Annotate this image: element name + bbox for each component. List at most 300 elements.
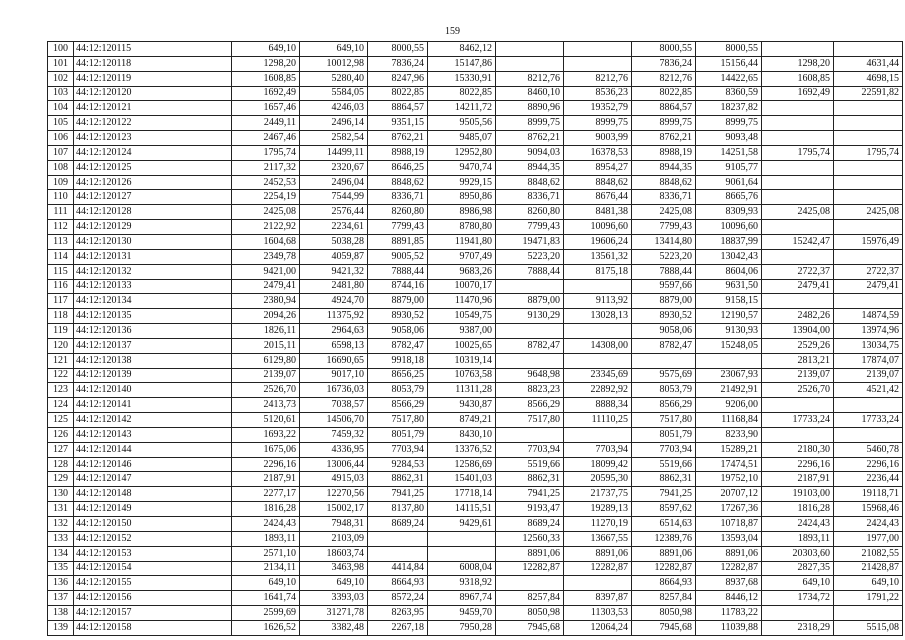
value-1-cell: 2296,16 <box>232 457 300 472</box>
value-4-cell: 7950,28 <box>428 620 496 635</box>
cadastral-number-cell: 44:12:120133 <box>74 279 232 294</box>
table-row <box>48 591 903 606</box>
value-4-cell: 9470,74 <box>428 160 496 175</box>
value-7-cell: 7941,25 <box>632 487 696 502</box>
row-index-cell: 114 <box>48 249 74 264</box>
value-10-cell <box>834 101 903 116</box>
value-3-cell: 8247,96 <box>368 71 428 86</box>
cadastral-number-cell: 44:12:120142 <box>74 413 232 428</box>
value-2-cell: 16690,65 <box>300 353 368 368</box>
value-7-cell: 8664,93 <box>632 576 696 591</box>
row-index-cell: 103 <box>48 86 74 101</box>
value-6-cell <box>564 576 632 591</box>
value-2-cell: 649,10 <box>300 42 368 57</box>
table-row <box>48 427 903 442</box>
value-7-cell: 13414,80 <box>632 234 696 249</box>
value-6-cell: 22892,92 <box>564 383 632 398</box>
value-3-cell: 8879,00 <box>368 294 428 309</box>
value-8-cell: 14251,58 <box>696 145 762 160</box>
cadastral-number-cell: 44:12:120122 <box>74 116 232 131</box>
value-10-cell: 5515,08 <box>834 620 903 635</box>
value-6-cell: 19606,24 <box>564 234 632 249</box>
value-4-cell: 8462,12 <box>428 42 496 57</box>
value-1-cell: 1795,74 <box>232 145 300 160</box>
cadastral-number-cell: 44:12:120127 <box>74 190 232 205</box>
cadastral-number-cell: 44:12:120126 <box>74 175 232 190</box>
value-10-cell: 22591,82 <box>834 86 903 101</box>
value-5-cell: 7888,44 <box>496 264 564 279</box>
value-9-cell: 1734,72 <box>762 591 834 606</box>
value-4-cell: 9683,26 <box>428 264 496 279</box>
value-10-cell: 4521,42 <box>834 383 903 398</box>
table-row <box>48 546 903 561</box>
table-row <box>48 42 903 57</box>
row-index-cell: 107 <box>48 145 74 160</box>
value-9-cell <box>762 220 834 235</box>
value-3-cell: 8864,57 <box>368 101 428 116</box>
value-3-cell: 8656,25 <box>368 368 428 383</box>
value-6-cell <box>564 353 632 368</box>
value-3-cell: 8782,47 <box>368 338 428 353</box>
value-9-cell <box>762 101 834 116</box>
value-1-cell: 1692,49 <box>232 86 300 101</box>
row-index-cell: 109 <box>48 175 74 190</box>
value-8-cell: 8999,75 <box>696 116 762 131</box>
value-3-cell: 8053,79 <box>368 383 428 398</box>
cadastral-number-cell: 44:12:120121 <box>74 101 232 116</box>
cadastral-number-cell: 44:12:120156 <box>74 591 232 606</box>
value-4-cell: 10763,58 <box>428 368 496 383</box>
value-10-cell: 5460,78 <box>834 442 903 457</box>
value-10-cell <box>834 220 903 235</box>
value-1-cell: 5120,61 <box>232 413 300 428</box>
value-5-cell <box>496 56 564 71</box>
value-1-cell: 2571,10 <box>232 546 300 561</box>
value-3-cell: 8988,19 <box>368 145 428 160</box>
value-9-cell: 2180,30 <box>762 442 834 457</box>
value-4-cell: 10025,65 <box>428 338 496 353</box>
value-3-cell: 8137,80 <box>368 502 428 517</box>
cadastral-number-cell: 44:12:120148 <box>74 487 232 502</box>
value-4-cell: 14115,51 <box>428 502 496 517</box>
table-row <box>48 309 903 324</box>
value-2-cell: 14506,70 <box>300 413 368 428</box>
value-2-cell: 2582,54 <box>300 131 368 146</box>
value-2-cell: 11375,92 <box>300 309 368 324</box>
value-10-cell <box>834 131 903 146</box>
value-3-cell: 8566,29 <box>368 398 428 413</box>
value-3-cell: 8263,95 <box>368 606 428 621</box>
value-1-cell: 2467,46 <box>232 131 300 146</box>
value-8-cell: 11168,84 <box>696 413 762 428</box>
value-3-cell: 7941,25 <box>368 487 428 502</box>
value-10-cell: 2479,41 <box>834 279 903 294</box>
value-6-cell: 8536,23 <box>564 86 632 101</box>
cadastral-number-cell: 44:12:120146 <box>74 457 232 472</box>
value-3-cell: 4414,84 <box>368 561 428 576</box>
value-5-cell: 9648,98 <box>496 368 564 383</box>
value-1-cell: 2277,17 <box>232 487 300 502</box>
value-5-cell: 12560,33 <box>496 531 564 546</box>
value-8-cell: 13593,04 <box>696 531 762 546</box>
cadastral-number-cell: 44:12:120125 <box>74 160 232 175</box>
value-7-cell: 8988,19 <box>632 145 696 160</box>
value-9-cell: 1816,28 <box>762 502 834 517</box>
value-3-cell: 8848,62 <box>368 175 428 190</box>
value-3-cell: 7703,94 <box>368 442 428 457</box>
value-4-cell <box>428 546 496 561</box>
value-2-cell: 2496,04 <box>300 175 368 190</box>
value-9-cell <box>762 606 834 621</box>
cadastral-number-cell: 44:12:120115 <box>74 42 232 57</box>
table-row <box>48 606 903 621</box>
value-7-cell: 8999,75 <box>632 116 696 131</box>
value-7-cell: 8597,62 <box>632 502 696 517</box>
value-6-cell: 8212,76 <box>564 71 632 86</box>
value-6-cell: 7703,94 <box>564 442 632 457</box>
row-index-cell: 125 <box>48 413 74 428</box>
value-8-cell: 9631,50 <box>696 279 762 294</box>
table-row <box>48 398 903 413</box>
table-row <box>48 294 903 309</box>
value-7-cell: 8782,47 <box>632 338 696 353</box>
value-6-cell <box>564 279 632 294</box>
value-10-cell <box>834 294 903 309</box>
value-10-cell: 2296,16 <box>834 457 903 472</box>
value-5-cell: 5223,20 <box>496 249 564 264</box>
cadastral-number-cell: 44:12:120119 <box>74 71 232 86</box>
value-3-cell: 8689,24 <box>368 517 428 532</box>
value-5-cell: 8782,47 <box>496 338 564 353</box>
value-2-cell: 7544,99 <box>300 190 368 205</box>
value-8-cell: 21492,91 <box>696 383 762 398</box>
value-7-cell: 8022,85 <box>632 86 696 101</box>
value-10-cell: 15976,49 <box>834 234 903 249</box>
cadastral-number-cell: 44:12:120150 <box>74 517 232 532</box>
value-8-cell: 8937,68 <box>696 576 762 591</box>
cadastral-number-cell: 44:12:120118 <box>74 56 232 71</box>
value-2-cell: 2234,61 <box>300 220 368 235</box>
value-8-cell: 8233,90 <box>696 427 762 442</box>
value-10-cell: 13034,75 <box>834 338 903 353</box>
value-1-cell: 1608,85 <box>232 71 300 86</box>
value-9-cell: 2479,41 <box>762 279 834 294</box>
value-4-cell: 10319,14 <box>428 353 496 368</box>
value-3-cell: 8664,93 <box>368 576 428 591</box>
table-row <box>48 71 903 86</box>
value-6-cell: 8999,75 <box>564 116 632 131</box>
value-3-cell: 8762,21 <box>368 131 428 146</box>
value-4-cell: 6008,04 <box>428 561 496 576</box>
page-number: 159 <box>445 26 460 37</box>
value-3-cell: 8260,80 <box>368 205 428 220</box>
table-row <box>48 264 903 279</box>
value-2-cell: 2481,80 <box>300 279 368 294</box>
value-7-cell: 2425,08 <box>632 205 696 220</box>
value-5-cell: 9130,29 <box>496 309 564 324</box>
value-8-cell: 13042,43 <box>696 249 762 264</box>
table-row <box>48 116 903 131</box>
row-index-cell: 126 <box>48 427 74 442</box>
value-6-cell: 11110,25 <box>564 413 632 428</box>
value-4-cell: 15401,03 <box>428 472 496 487</box>
value-5-cell: 9094,03 <box>496 145 564 160</box>
value-6-cell: 16378,53 <box>564 145 632 160</box>
value-9-cell: 2187,91 <box>762 472 834 487</box>
value-8-cell: 10718,87 <box>696 517 762 532</box>
value-10-cell <box>834 427 903 442</box>
row-index-cell: 119 <box>48 324 74 339</box>
value-5-cell <box>496 576 564 591</box>
value-4-cell: 8022,85 <box>428 86 496 101</box>
value-4-cell: 15330,91 <box>428 71 496 86</box>
row-index-cell: 113 <box>48 234 74 249</box>
row-index-cell: 116 <box>48 279 74 294</box>
value-3-cell: 9058,06 <box>368 324 428 339</box>
value-8-cell: 15156,44 <box>696 56 762 71</box>
value-7-cell: 8000,55 <box>632 42 696 57</box>
row-index-cell: 120 <box>48 338 74 353</box>
value-6-cell: 11303,53 <box>564 606 632 621</box>
row-index-cell: 115 <box>48 264 74 279</box>
value-10-cell <box>834 116 903 131</box>
table-row <box>48 160 903 175</box>
row-index-cell: 130 <box>48 487 74 502</box>
value-7-cell: 7888,44 <box>632 264 696 279</box>
value-9-cell: 2529,26 <box>762 338 834 353</box>
row-index-cell: 104 <box>48 101 74 116</box>
value-5-cell: 7703,94 <box>496 442 564 457</box>
value-3-cell: 7836,24 <box>368 56 428 71</box>
value-6-cell: 8676,44 <box>564 190 632 205</box>
value-5-cell: 8566,29 <box>496 398 564 413</box>
value-7-cell: 8879,00 <box>632 294 696 309</box>
value-9-cell: 2424,43 <box>762 517 834 532</box>
row-index-cell: 134 <box>48 546 74 561</box>
value-2-cell: 5038,28 <box>300 234 368 249</box>
value-5-cell: 8762,21 <box>496 131 564 146</box>
cadastral-number-cell: 44:12:120157 <box>74 606 232 621</box>
value-7-cell: 12389,76 <box>632 531 696 546</box>
value-8-cell: 8446,12 <box>696 591 762 606</box>
value-10-cell: 14874,59 <box>834 309 903 324</box>
value-4-cell: 10549,75 <box>428 309 496 324</box>
value-6-cell: 14308,00 <box>564 338 632 353</box>
table-row <box>48 56 903 71</box>
value-7-cell <box>632 353 696 368</box>
value-10-cell: 2139,07 <box>834 368 903 383</box>
table-row <box>48 472 903 487</box>
cadastral-number-cell: 44:12:120131 <box>74 249 232 264</box>
value-6-cell: 9003,99 <box>564 131 632 146</box>
row-index-cell: 118 <box>48 309 74 324</box>
value-7-cell: 8566,29 <box>632 398 696 413</box>
row-index-cell: 106 <box>48 131 74 146</box>
value-5-cell: 5519,66 <box>496 457 564 472</box>
value-5-cell: 8257,84 <box>496 591 564 606</box>
value-8-cell: 14422,65 <box>696 71 762 86</box>
value-9-cell <box>762 131 834 146</box>
value-9-cell: 2722,37 <box>762 264 834 279</box>
row-index-cell: 111 <box>48 205 74 220</box>
row-index-cell: 129 <box>48 472 74 487</box>
row-index-cell: 137 <box>48 591 74 606</box>
value-9-cell <box>762 294 834 309</box>
value-2-cell: 31271,78 <box>300 606 368 621</box>
value-5-cell: 7517,80 <box>496 413 564 428</box>
value-7-cell: 7799,43 <box>632 220 696 235</box>
value-2-cell: 4915,03 <box>300 472 368 487</box>
value-10-cell: 17733,24 <box>834 413 903 428</box>
value-1-cell: 1298,20 <box>232 56 300 71</box>
value-10-cell <box>834 249 903 264</box>
value-10-cell: 1795,74 <box>834 145 903 160</box>
value-4-cell: 11470,96 <box>428 294 496 309</box>
table-row <box>48 531 903 546</box>
value-4-cell: 9505,56 <box>428 116 496 131</box>
value-8-cell: 10096,60 <box>696 220 762 235</box>
cadastral-number-cell: 44:12:120147 <box>74 472 232 487</box>
value-9-cell <box>762 116 834 131</box>
value-7-cell: 9597,66 <box>632 279 696 294</box>
value-10-cell: 649,10 <box>834 576 903 591</box>
value-2-cell: 6598,13 <box>300 338 368 353</box>
value-1-cell: 2134,11 <box>232 561 300 576</box>
table-row <box>48 620 903 635</box>
cadastral-number-cell: 44:12:120130 <box>74 234 232 249</box>
value-8-cell: 12282,87 <box>696 561 762 576</box>
value-7-cell: 8864,57 <box>632 101 696 116</box>
cadastral-number-cell: 44:12:120144 <box>74 442 232 457</box>
value-10-cell: 21082,55 <box>834 546 903 561</box>
value-8-cell: 8604,06 <box>696 264 762 279</box>
table-row <box>48 324 903 339</box>
cadastral-number-cell: 44:12:120137 <box>74 338 232 353</box>
cadastral-number-cell: 44:12:120138 <box>74 353 232 368</box>
value-8-cell: 8000,55 <box>696 42 762 57</box>
table-row <box>48 487 903 502</box>
value-7-cell: 9058,06 <box>632 324 696 339</box>
value-2-cell: 5584,05 <box>300 86 368 101</box>
value-4-cell: 15147,86 <box>428 56 496 71</box>
value-9-cell: 20303,60 <box>762 546 834 561</box>
value-5-cell: 8862,31 <box>496 472 564 487</box>
value-5-cell <box>496 427 564 442</box>
value-4-cell: 14211,72 <box>428 101 496 116</box>
value-1-cell: 1675,06 <box>232 442 300 457</box>
value-10-cell <box>834 42 903 57</box>
value-8-cell: 18837,99 <box>696 234 762 249</box>
value-8-cell: 9105,77 <box>696 160 762 175</box>
value-1-cell: 2094,26 <box>232 309 300 324</box>
row-index-cell: 139 <box>48 620 74 635</box>
cadastral-number-cell: 44:12:120143 <box>74 427 232 442</box>
value-9-cell <box>762 160 834 175</box>
value-6-cell: 8888,34 <box>564 398 632 413</box>
value-8-cell: 23067,93 <box>696 368 762 383</box>
value-4-cell: 9485,07 <box>428 131 496 146</box>
value-1-cell: 2526,70 <box>232 383 300 398</box>
value-8-cell: 15289,21 <box>696 442 762 457</box>
cadastral-number-cell: 44:12:120120 <box>74 86 232 101</box>
value-7-cell: 6514,63 <box>632 517 696 532</box>
value-8-cell: 9158,15 <box>696 294 762 309</box>
value-8-cell: 11039,88 <box>696 620 762 635</box>
value-9-cell: 2827,35 <box>762 561 834 576</box>
table-row <box>48 517 903 532</box>
table-row <box>48 86 903 101</box>
value-2-cell: 2103,09 <box>300 531 368 546</box>
value-5-cell <box>496 279 564 294</box>
value-4-cell: 9429,61 <box>428 517 496 532</box>
value-4-cell <box>428 531 496 546</box>
value-4-cell: 8967,74 <box>428 591 496 606</box>
value-7-cell: 8257,84 <box>632 591 696 606</box>
value-1-cell: 2254,19 <box>232 190 300 205</box>
value-6-cell: 19352,79 <box>564 101 632 116</box>
row-index-cell: 112 <box>48 220 74 235</box>
value-9-cell: 2813,21 <box>762 353 834 368</box>
value-2-cell: 7948,31 <box>300 517 368 532</box>
value-5-cell: 9193,47 <box>496 502 564 517</box>
value-7-cell: 8212,76 <box>632 71 696 86</box>
value-7-cell: 5519,66 <box>632 457 696 472</box>
row-index-cell: 102 <box>48 71 74 86</box>
value-6-cell: 13667,55 <box>564 531 632 546</box>
cadastral-number-cell: 44:12:120158 <box>74 620 232 635</box>
value-5-cell: 19471,83 <box>496 234 564 249</box>
value-5-cell <box>496 353 564 368</box>
row-index-cell: 132 <box>48 517 74 532</box>
value-2-cell: 3382,48 <box>300 620 368 635</box>
value-2-cell: 3463,98 <box>300 561 368 576</box>
value-3-cell: 8572,24 <box>368 591 428 606</box>
value-8-cell: 9206,00 <box>696 398 762 413</box>
value-4-cell: 9318,92 <box>428 576 496 591</box>
data-table <box>47 41 903 636</box>
value-7-cell: 8891,06 <box>632 546 696 561</box>
value-1-cell: 2452,53 <box>232 175 300 190</box>
value-9-cell: 1692,49 <box>762 86 834 101</box>
value-6-cell <box>564 56 632 71</box>
value-9-cell <box>762 190 834 205</box>
value-5-cell: 7941,25 <box>496 487 564 502</box>
value-1-cell: 1657,46 <box>232 101 300 116</box>
value-4-cell: 8780,80 <box>428 220 496 235</box>
value-3-cell <box>368 531 428 546</box>
value-3-cell: 8862,31 <box>368 472 428 487</box>
value-6-cell: 13028,13 <box>564 309 632 324</box>
value-2-cell: 4924,70 <box>300 294 368 309</box>
value-3-cell: 7799,43 <box>368 220 428 235</box>
value-10-cell: 17874,07 <box>834 353 903 368</box>
row-index-cell: 121 <box>48 353 74 368</box>
value-5-cell: 8050,98 <box>496 606 564 621</box>
value-4-cell: 11311,28 <box>428 383 496 398</box>
value-1-cell: 2122,92 <box>232 220 300 235</box>
table-row <box>48 383 903 398</box>
value-3-cell: 8930,52 <box>368 309 428 324</box>
table-row <box>48 175 903 190</box>
value-3-cell: 8051,79 <box>368 427 428 442</box>
table-row <box>48 101 903 116</box>
value-5-cell <box>496 324 564 339</box>
table-row <box>48 234 903 249</box>
row-index-cell: 138 <box>48 606 74 621</box>
value-9-cell: 13904,00 <box>762 324 834 339</box>
value-9-cell: 1893,11 <box>762 531 834 546</box>
value-1-cell: 2117,32 <box>232 160 300 175</box>
